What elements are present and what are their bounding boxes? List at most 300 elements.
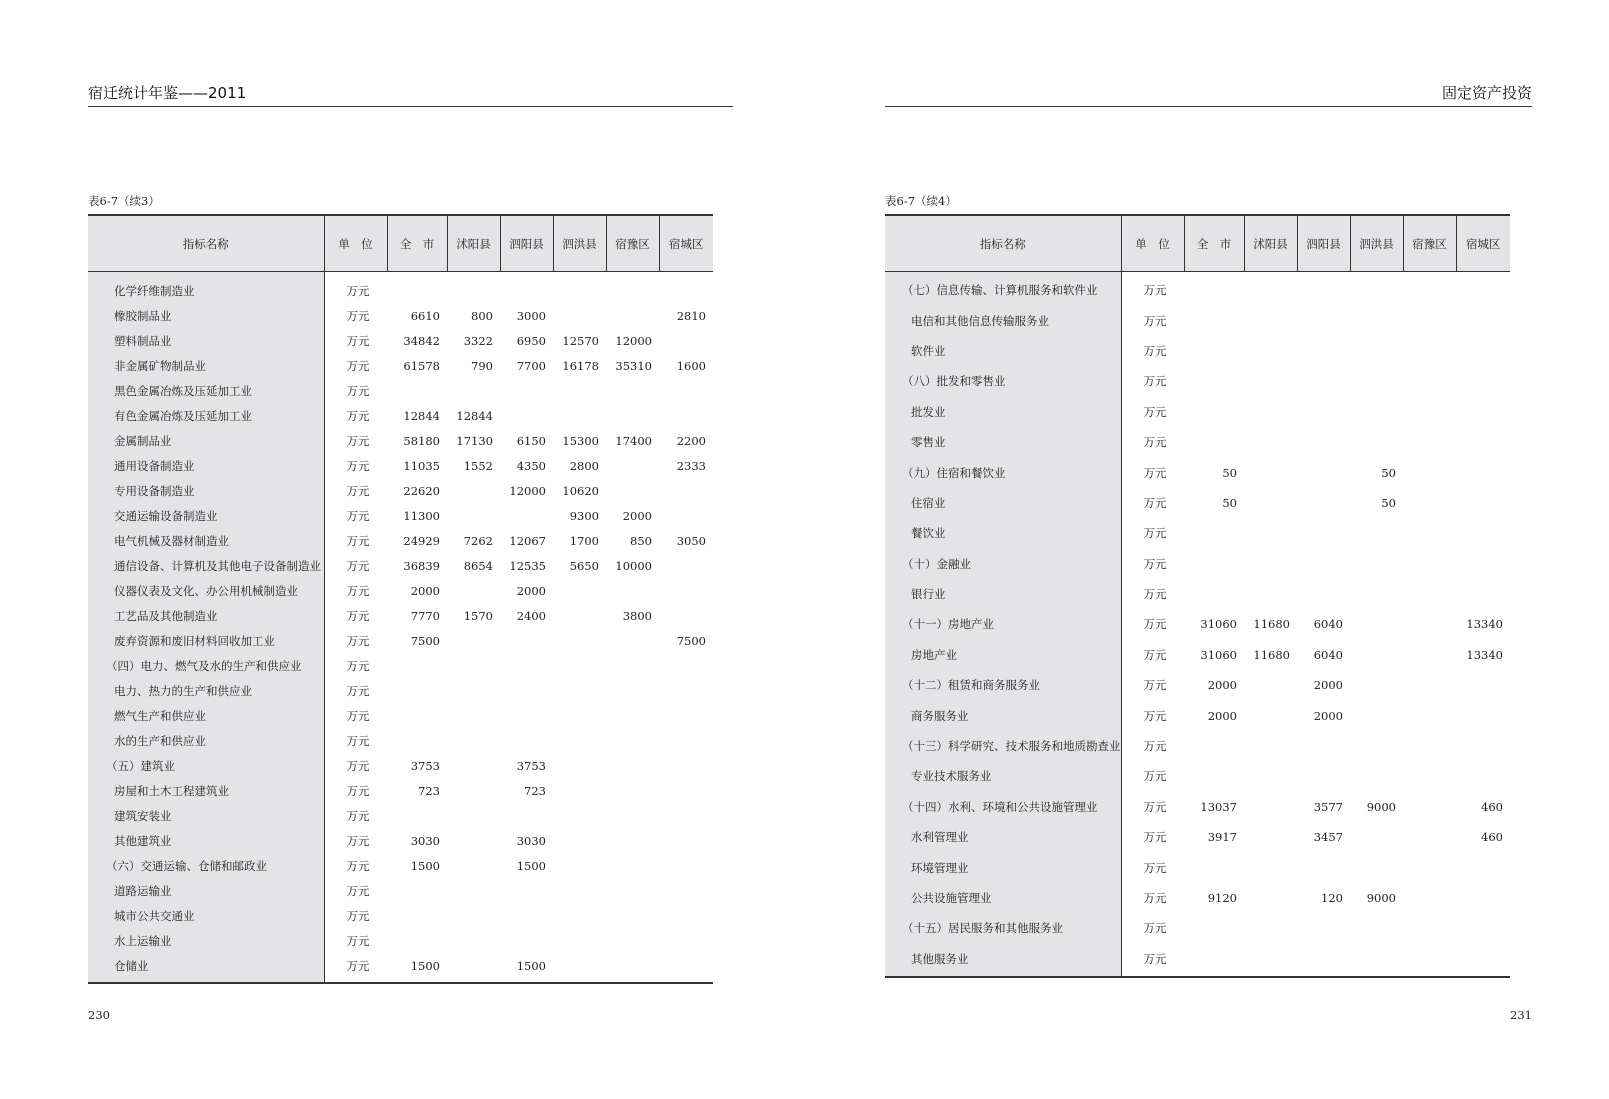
- value-cell: [659, 553, 713, 578]
- row-label: （十一）房地产业: [885, 609, 1121, 639]
- table-row: [885, 336, 1510, 366]
- value-cell: [1403, 397, 1456, 427]
- value-cell: [447, 778, 500, 803]
- value-cell: [1297, 913, 1350, 943]
- value-cell: [553, 853, 606, 878]
- value-cell: 50: [1381, 495, 1396, 510]
- value-cell: [1184, 272, 1244, 306]
- row-label: 通用设备制造业: [88, 453, 324, 478]
- value-cell: [1350, 700, 1403, 730]
- table-row: [885, 488, 1510, 518]
- unit-cell: 万元: [346, 858, 370, 873]
- value-cell: 1500: [516, 958, 546, 973]
- header-title: 宿迁统计年鉴——2011: [88, 84, 247, 102]
- value-cell: [1244, 336, 1297, 366]
- running-header: [88, 84, 733, 107]
- value-cell: [1403, 336, 1456, 366]
- value-cell: 10620: [562, 483, 599, 498]
- value-cell: [1244, 792, 1297, 822]
- table-title: 表6-7（续3）: [88, 194, 160, 208]
- unit-cell: 万元: [346, 533, 370, 548]
- value-cell: [447, 503, 500, 528]
- table-row: [885, 549, 1510, 579]
- value-cell: [553, 272, 606, 304]
- value-cell: [659, 928, 713, 953]
- value-cell: [1456, 579, 1510, 609]
- row-label: 批发业: [885, 397, 1121, 427]
- value-cell: [606, 953, 659, 983]
- value-cell: [1403, 822, 1456, 852]
- table-row: [885, 397, 1510, 427]
- value-cell: [1244, 822, 1297, 852]
- value-cell: 850: [630, 533, 652, 548]
- value-cell: [1297, 761, 1350, 791]
- value-cell: [1403, 609, 1456, 639]
- value-cell: [387, 653, 447, 678]
- value-cell: [553, 653, 606, 678]
- row-label: 建筑安装业: [88, 803, 324, 828]
- value-cell: [1184, 397, 1244, 427]
- value-cell: [1297, 944, 1350, 977]
- value-cell: [1403, 700, 1456, 730]
- value-cell: [1297, 549, 1350, 579]
- unit-cell: 万元: [1143, 860, 1167, 875]
- table-row: [88, 728, 713, 753]
- table-row: [885, 731, 1510, 761]
- table-row: [885, 883, 1510, 913]
- row-label: （五）建筑业: [88, 753, 324, 778]
- unit-cell: 万元: [346, 833, 370, 848]
- unit-cell: 万元: [1143, 465, 1167, 480]
- value-cell: [1350, 579, 1403, 609]
- column-header: 全 市: [1184, 215, 1244, 272]
- column-header: 泗阳县: [1297, 215, 1350, 272]
- row-label: （十四）水利、环境和公共设施管理业: [885, 792, 1121, 822]
- value-cell: [1350, 549, 1403, 579]
- unit-cell: 万元: [346, 933, 370, 948]
- page-number: 230: [88, 1008, 110, 1022]
- value-cell: [659, 603, 713, 628]
- value-cell: 7500: [410, 633, 440, 648]
- value-cell: [1350, 427, 1403, 457]
- value-cell: [500, 378, 553, 403]
- row-label: （十五）居民服务和其他服务业: [885, 913, 1121, 943]
- value-cell: [606, 653, 659, 678]
- value-cell: [387, 678, 447, 703]
- value-cell: 12000: [615, 333, 652, 348]
- row-label: 环境管理业: [885, 852, 1121, 882]
- value-cell: [1244, 670, 1297, 700]
- row-label: 黑色金属冶炼及压延加工业: [88, 378, 324, 403]
- row-label: （六）交通运输、仓储和邮政业: [88, 853, 324, 878]
- row-label: 水利管理业: [885, 822, 1121, 852]
- table-row: [885, 700, 1510, 730]
- value-cell: [447, 903, 500, 928]
- row-label: 仓储业: [88, 953, 324, 983]
- value-cell: [659, 803, 713, 828]
- unit-cell: 万元: [346, 908, 370, 923]
- unit-cell: 万元: [1143, 435, 1167, 450]
- value-cell: [1456, 670, 1510, 700]
- value-cell: [387, 703, 447, 728]
- value-cell: 2000: [1207, 678, 1237, 693]
- unit-cell: 万元: [1143, 891, 1167, 905]
- table-row: [885, 366, 1510, 396]
- value-cell: 8654: [463, 558, 493, 573]
- row-label: 塑料制品业: [88, 328, 324, 353]
- value-cell: 6610: [410, 308, 440, 323]
- value-cell: [447, 628, 500, 653]
- value-cell: [553, 703, 606, 728]
- table-row: [88, 653, 713, 678]
- value-cell: 10000: [615, 558, 652, 573]
- value-cell: [553, 803, 606, 828]
- value-cell: [1456, 852, 1510, 882]
- table-row: [88, 328, 713, 353]
- unit-cell: 万元: [1143, 647, 1167, 662]
- value-cell: [553, 628, 606, 653]
- value-cell: [1456, 549, 1510, 579]
- value-cell: [659, 703, 713, 728]
- value-cell: [553, 953, 606, 983]
- value-cell: [500, 878, 553, 903]
- table-row: [88, 353, 713, 378]
- value-cell: [659, 653, 713, 678]
- value-cell: [1244, 272, 1297, 306]
- row-label: 零售业: [885, 427, 1121, 457]
- value-cell: [500, 928, 553, 953]
- value-cell: 17130: [456, 433, 493, 448]
- column-header: 泗洪县: [553, 215, 606, 272]
- value-cell: [1403, 457, 1456, 487]
- value-cell: [1403, 518, 1456, 548]
- table-row: [885, 305, 1510, 335]
- value-cell: [1244, 397, 1297, 427]
- table-row: [88, 753, 713, 778]
- unit-cell: 万元: [346, 783, 370, 798]
- value-cell: 5650: [569, 558, 599, 573]
- value-cell: [659, 478, 713, 503]
- value-cell: [659, 778, 713, 803]
- value-cell: [1350, 731, 1403, 761]
- unit-cell: 万元: [346, 333, 370, 348]
- value-cell: [1350, 761, 1403, 791]
- value-cell: 7700: [516, 358, 546, 373]
- value-cell: 13037: [1200, 799, 1237, 814]
- value-cell: [1403, 488, 1456, 518]
- value-cell: [500, 628, 553, 653]
- table-row: [885, 457, 1510, 487]
- value-cell: 3050: [676, 533, 706, 548]
- table-row: [88, 553, 713, 578]
- value-cell: 34842: [403, 333, 440, 348]
- row-label: 通信设备、计算机及其他电子设备制造业: [88, 553, 324, 578]
- column-header: 指标名称: [885, 215, 1121, 272]
- value-cell: [553, 303, 606, 328]
- row-label: 公共设施管理业: [885, 883, 1121, 913]
- unit-cell: 万元: [1143, 343, 1167, 358]
- value-cell: [606, 453, 659, 478]
- value-cell: 3753: [516, 758, 546, 773]
- value-cell: 1700: [569, 533, 599, 548]
- table-row: [885, 518, 1510, 548]
- value-cell: 12570: [562, 333, 599, 348]
- value-cell: 9300: [569, 508, 599, 523]
- value-cell: [1350, 305, 1403, 335]
- value-cell: [1297, 366, 1350, 396]
- value-cell: [1456, 427, 1510, 457]
- value-cell: [553, 753, 606, 778]
- value-cell: [606, 828, 659, 853]
- running-header: [885, 84, 1532, 107]
- table-row: [88, 778, 713, 803]
- value-cell: [1297, 457, 1350, 487]
- value-cell: [1244, 488, 1297, 518]
- value-cell: [500, 503, 553, 528]
- value-cell: 460: [1481, 830, 1503, 845]
- table-title: 表6-7（续4）: [885, 194, 957, 208]
- value-cell: [1403, 549, 1456, 579]
- value-cell: 12067: [509, 533, 546, 548]
- value-cell: [1403, 944, 1456, 977]
- table-row: [885, 579, 1510, 609]
- table-row: [885, 913, 1510, 943]
- value-cell: [1184, 518, 1244, 548]
- value-cell: [387, 878, 447, 903]
- table-row: [885, 427, 1510, 457]
- value-cell: 15300: [562, 433, 599, 448]
- unit-cell: 万元: [1143, 708, 1167, 723]
- value-cell: [1244, 549, 1297, 579]
- value-cell: 11680: [1253, 617, 1290, 632]
- value-cell: [1403, 640, 1456, 670]
- unit-cell: 万元: [346, 508, 370, 523]
- value-cell: [606, 878, 659, 903]
- column-header: 泗阳县: [500, 215, 553, 272]
- value-cell: [1297, 397, 1350, 427]
- value-cell: [1456, 305, 1510, 335]
- value-cell: [387, 928, 447, 953]
- value-cell: 11680: [1253, 647, 1290, 662]
- unit-cell: 万元: [1143, 556, 1167, 571]
- unit-cell: 万元: [346, 808, 370, 823]
- column-header: 宿豫区: [1403, 215, 1456, 272]
- value-cell: 50: [1222, 465, 1237, 480]
- value-cell: 12000: [509, 483, 546, 498]
- unit-cell: 万元: [1143, 587, 1167, 602]
- table-row: [88, 703, 713, 728]
- value-cell: [1403, 852, 1456, 882]
- row-label: 房地产业: [885, 640, 1121, 670]
- column-header: 泗洪县: [1350, 215, 1403, 272]
- value-cell: [1184, 427, 1244, 457]
- value-cell: 31060: [1200, 647, 1237, 662]
- value-cell: [500, 728, 553, 753]
- value-cell: [447, 272, 500, 304]
- value-cell: 1552: [463, 458, 493, 473]
- value-cell: 2000: [622, 508, 652, 523]
- value-cell: [447, 753, 500, 778]
- column-header: 沭阳县: [447, 215, 500, 272]
- value-cell: 3917: [1207, 830, 1237, 845]
- value-cell: [1184, 579, 1244, 609]
- value-cell: 2000: [1313, 678, 1343, 693]
- value-cell: [606, 272, 659, 304]
- row-label: 有色金属冶炼及压延加工业: [88, 403, 324, 428]
- value-cell: 723: [418, 783, 440, 798]
- value-cell: [1350, 272, 1403, 306]
- table-row: [885, 792, 1510, 822]
- unit-cell: 万元: [346, 958, 370, 973]
- table-row: [88, 578, 713, 603]
- value-cell: 460: [1481, 799, 1503, 814]
- column-header: 宿豫区: [606, 215, 659, 272]
- unit-cell: 万元: [1143, 617, 1167, 632]
- value-cell: [387, 803, 447, 828]
- value-cell: 1600: [676, 358, 706, 373]
- value-cell: [1244, 944, 1297, 977]
- column-header: 全 市: [387, 215, 447, 272]
- table-row: [88, 803, 713, 828]
- column-header: 宿城区: [1456, 215, 1510, 272]
- value-cell: [1297, 518, 1350, 548]
- value-cell: [387, 378, 447, 403]
- row-label: 水的生产和供应业: [88, 728, 324, 753]
- value-cell: [1350, 397, 1403, 427]
- value-cell: [447, 578, 500, 603]
- value-cell: [606, 803, 659, 828]
- value-cell: [659, 953, 713, 983]
- value-cell: [1244, 761, 1297, 791]
- value-cell: [447, 878, 500, 903]
- value-cell: [659, 878, 713, 903]
- value-cell: [659, 328, 713, 353]
- table-row: [88, 928, 713, 953]
- row-label: 电气机械及器材制造业: [88, 528, 324, 553]
- row-label: 其他建筑业: [88, 828, 324, 853]
- value-cell: 12844: [456, 408, 493, 423]
- unit-cell: 万元: [346, 633, 370, 648]
- row-label: 废弃资源和废旧材料回收加工业: [88, 628, 324, 653]
- value-cell: [447, 703, 500, 728]
- unit-cell: 万元: [346, 658, 370, 673]
- value-cell: [1403, 883, 1456, 913]
- value-cell: 1500: [516, 858, 546, 873]
- table-row: [88, 528, 713, 553]
- value-cell: [1350, 336, 1403, 366]
- value-cell: [659, 853, 713, 878]
- value-cell: 6950: [516, 333, 546, 348]
- value-cell: 50: [1381, 465, 1396, 480]
- unit-cell: 万元: [346, 708, 370, 723]
- value-cell: [387, 728, 447, 753]
- unit-cell: 万元: [346, 758, 370, 773]
- value-cell: [447, 928, 500, 953]
- value-cell: 22620: [403, 483, 440, 498]
- value-cell: [553, 903, 606, 928]
- value-cell: [1297, 731, 1350, 761]
- row-label: （十三）科学研究、技术服务和地质勘查业: [885, 731, 1121, 761]
- value-cell: 2000: [1207, 708, 1237, 723]
- table-row: [88, 378, 713, 403]
- value-cell: 9000: [1366, 799, 1396, 814]
- value-cell: 3577: [1313, 799, 1343, 814]
- row-label: 电信和其他信息传输服务业: [885, 305, 1121, 335]
- table-row: [88, 453, 713, 478]
- value-cell: [1297, 305, 1350, 335]
- value-cell: 61578: [403, 358, 440, 373]
- header-title: 固定资产投资: [1441, 84, 1532, 102]
- table-row: [885, 944, 1510, 977]
- table-row: [88, 953, 713, 983]
- table-row: [88, 478, 713, 503]
- value-cell: [659, 503, 713, 528]
- value-cell: [1403, 761, 1456, 791]
- value-cell: 12535: [509, 558, 546, 573]
- value-cell: [1244, 579, 1297, 609]
- table-row: [88, 272, 713, 304]
- value-cell: 790: [471, 358, 493, 373]
- value-cell: [1350, 366, 1403, 396]
- value-cell: [1184, 852, 1244, 882]
- value-cell: [553, 378, 606, 403]
- value-cell: 723: [524, 783, 546, 798]
- value-cell: [1184, 761, 1244, 791]
- table-row: [885, 822, 1510, 852]
- value-cell: [447, 803, 500, 828]
- value-cell: 35310: [615, 358, 652, 373]
- value-cell: [1456, 366, 1510, 396]
- value-cell: [606, 678, 659, 703]
- value-cell: 58180: [403, 433, 440, 448]
- row-label: 非金属矿物制品业: [88, 353, 324, 378]
- table-row: [88, 628, 713, 653]
- value-cell: [447, 853, 500, 878]
- unit-cell: 万元: [1143, 283, 1167, 298]
- row-label: 银行业: [885, 579, 1121, 609]
- statistics-table: [88, 214, 713, 984]
- header-row: [885, 215, 1510, 272]
- row-label: 商务服务业: [885, 700, 1121, 730]
- row-label: 水上运输业: [88, 928, 324, 953]
- unit-cell: 万元: [1143, 374, 1167, 389]
- value-cell: [1350, 852, 1403, 882]
- value-cell: [1184, 305, 1244, 335]
- value-cell: 1500: [410, 858, 440, 873]
- value-cell: [1244, 852, 1297, 882]
- value-cell: 1570: [463, 608, 493, 623]
- value-cell: [659, 378, 713, 403]
- value-cell: [1403, 670, 1456, 700]
- value-cell: [1456, 700, 1510, 730]
- value-cell: [1350, 640, 1403, 670]
- value-cell: [1184, 913, 1244, 943]
- value-cell: 7500: [676, 633, 706, 648]
- value-cell: [659, 828, 713, 853]
- row-label: 城市公共交通业: [88, 903, 324, 928]
- value-cell: 12844: [403, 408, 440, 423]
- table-row: [88, 403, 713, 428]
- row-label: （十）金融业: [885, 549, 1121, 579]
- value-cell: [1456, 761, 1510, 791]
- column-header: 宿城区: [659, 215, 713, 272]
- value-cell: [447, 828, 500, 853]
- unit-cell: 万元: [1143, 739, 1167, 754]
- value-cell: 3000: [516, 308, 546, 323]
- value-cell: [553, 728, 606, 753]
- unit-cell: 万元: [1143, 526, 1167, 541]
- value-cell: 3457: [1313, 830, 1343, 845]
